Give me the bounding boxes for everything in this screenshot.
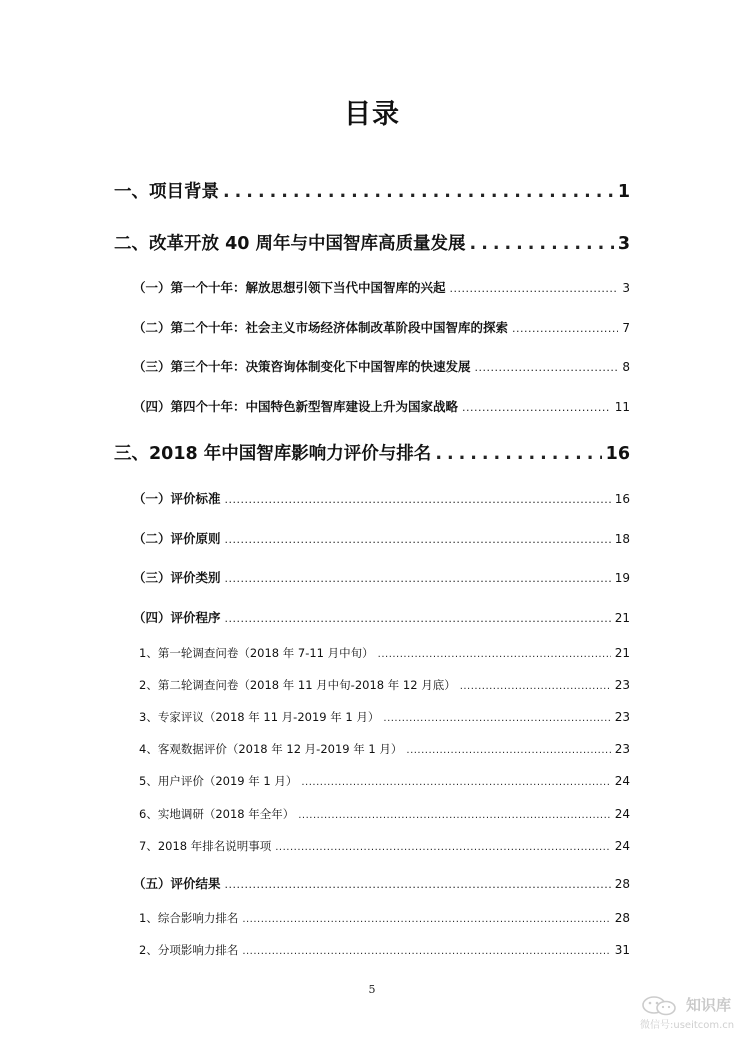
- toc-entry-page: 19: [614, 571, 630, 585]
- toc-entry-page: 11: [614, 400, 630, 414]
- dot-leader: [512, 322, 618, 335]
- toc-entry[interactable]: [133, 529, 630, 547]
- toc-entry-page: 21: [614, 611, 630, 625]
- dot-leader: [242, 946, 610, 957]
- toc-entry[interactable]: [114, 440, 630, 465]
- toc-entry-page: 18: [614, 532, 630, 546]
- dot-leader: [225, 612, 611, 625]
- toc-entry-label: 二、改革开放 40 周年与中国智库高质量发展: [114, 234, 466, 254]
- toc-entry-label: 一、项目背景: [114, 182, 219, 202]
- dot-leader: [225, 572, 611, 585]
- toc-entry[interactable]: [133, 874, 630, 892]
- toc-entry[interactable]: [139, 838, 630, 854]
- watermark: [640, 992, 740, 1036]
- dot-leader: [225, 493, 611, 506]
- toc-entry-label: （五）评价结果: [133, 876, 221, 891]
- toc-entry-label: 6、实地调研（2018 年全年）: [139, 807, 295, 821]
- toc-entry[interactable]: [139, 773, 630, 789]
- dot-leader: [462, 401, 611, 414]
- dot-leader: [275, 842, 610, 853]
- toc-entry[interactable]: [139, 942, 630, 958]
- toc-entry[interactable]: [139, 806, 630, 822]
- toc-entry-label: 5、用户评价（2019 年 1 月）: [139, 774, 298, 788]
- dot-leader: [298, 810, 610, 821]
- toc-entry-page: 23: [614, 710, 630, 724]
- toc-entry-page: 24: [614, 807, 630, 821]
- toc-entry[interactable]: [139, 709, 630, 725]
- watermark-subtitle: 微信号:useitcom.cn: [640, 1020, 735, 1031]
- page-number: 5: [368, 983, 376, 996]
- toc-entry[interactable]: [133, 397, 630, 415]
- toc-entry-label: （四）第四个十年：中国特色新型智库建设上升为国家战略: [133, 399, 459, 414]
- toc-entry-page: 31: [614, 943, 630, 957]
- toc-entry-label: （三）第三个十年：决策咨询体制变化下中国智库的快速发展: [133, 359, 471, 374]
- toc-entry-label: 3、专家评议（2018 年 11 月-2019 年 1 月）: [139, 710, 380, 724]
- toc-entry-label: 2、第二轮调查问卷（2018 年 11 月中旬-2018 年 12 月底）: [139, 678, 456, 692]
- dot-leader: [225, 878, 611, 891]
- dot-leader: [475, 361, 619, 374]
- toc-entry[interactable]: [133, 357, 630, 375]
- toc-entry-page: 7: [622, 321, 630, 335]
- dot-leader: [223, 182, 614, 202]
- toc-entry[interactable]: [133, 489, 630, 507]
- toc-entry-page: 28: [614, 877, 630, 891]
- toc-entry[interactable]: [133, 568, 630, 586]
- dot-leader: [242, 914, 610, 925]
- toc-entry[interactable]: [139, 910, 630, 926]
- toc-entry-page: 24: [614, 774, 630, 788]
- toc-entry-label: （四）评价程序: [133, 610, 221, 625]
- toc-entry-label: 2、分项影响力排名: [139, 943, 239, 957]
- dot-leader: [225, 533, 611, 546]
- toc-entry[interactable]: [114, 230, 630, 255]
- dot-leader: [450, 282, 619, 295]
- toc-entry-page: 8: [622, 360, 630, 374]
- toc-entry-page: 28: [614, 911, 630, 925]
- toc-entry[interactable]: [139, 645, 630, 661]
- toc-entry-label: （三）评价类别: [133, 570, 221, 585]
- toc-entry-page: 16: [605, 444, 630, 464]
- toc-entry-label: 三、2018 年中国智库影响力评价与排名: [114, 444, 432, 464]
- watermark-name: 知识库: [686, 996, 732, 1014]
- toc-entry-page: 16: [614, 492, 630, 506]
- toc-entry-label: 1、第一轮调查问卷（2018 年 7-11 月中旬）: [139, 646, 374, 660]
- dot-leader: [301, 777, 610, 788]
- toc-entry-page: 23: [614, 742, 630, 756]
- toc-entry[interactable]: [133, 318, 630, 336]
- toc-entry-page: 1: [617, 182, 630, 202]
- toc-entry-label: （一）第一个十年：解放思想引领下当代中国智库的兴起: [133, 280, 446, 295]
- toc-entry[interactable]: [114, 178, 630, 203]
- toc-entry-label: 7、2018 年排名说明事项: [139, 839, 272, 853]
- toc-entry-page: 3: [622, 281, 630, 295]
- dot-leader: [378, 649, 611, 660]
- toc-entry-page: 21: [614, 646, 630, 660]
- toc-entry-label: （一）评价标准: [133, 491, 221, 506]
- dot-leader: [470, 234, 614, 254]
- toc-title: 目录: [344, 99, 400, 130]
- toc-entry-page: 23: [614, 678, 630, 692]
- toc-entry[interactable]: [139, 741, 630, 757]
- dot-leader: [406, 745, 610, 756]
- toc-entry-page: 3: [617, 234, 630, 254]
- toc-entry[interactable]: [133, 278, 630, 296]
- toc-entry-page: 24: [614, 839, 630, 853]
- toc-entry[interactable]: [133, 608, 630, 626]
- toc-entry-label: （二）第二个十年：社会主义市场经济体制改革阶段中国智库的探索: [133, 320, 509, 335]
- toc-entry-label: （二）评价原则: [133, 531, 221, 546]
- toc-entry-label: 4、客观数据评价（2018 年 12 月-2019 年 1 月）: [139, 742, 403, 756]
- dot-leader: [460, 681, 611, 692]
- toc-entry[interactable]: [139, 677, 630, 693]
- dot-leader: [435, 444, 601, 464]
- toc-entry-label: 1、综合影响力排名: [139, 911, 239, 925]
- dot-leader: [383, 713, 610, 724]
